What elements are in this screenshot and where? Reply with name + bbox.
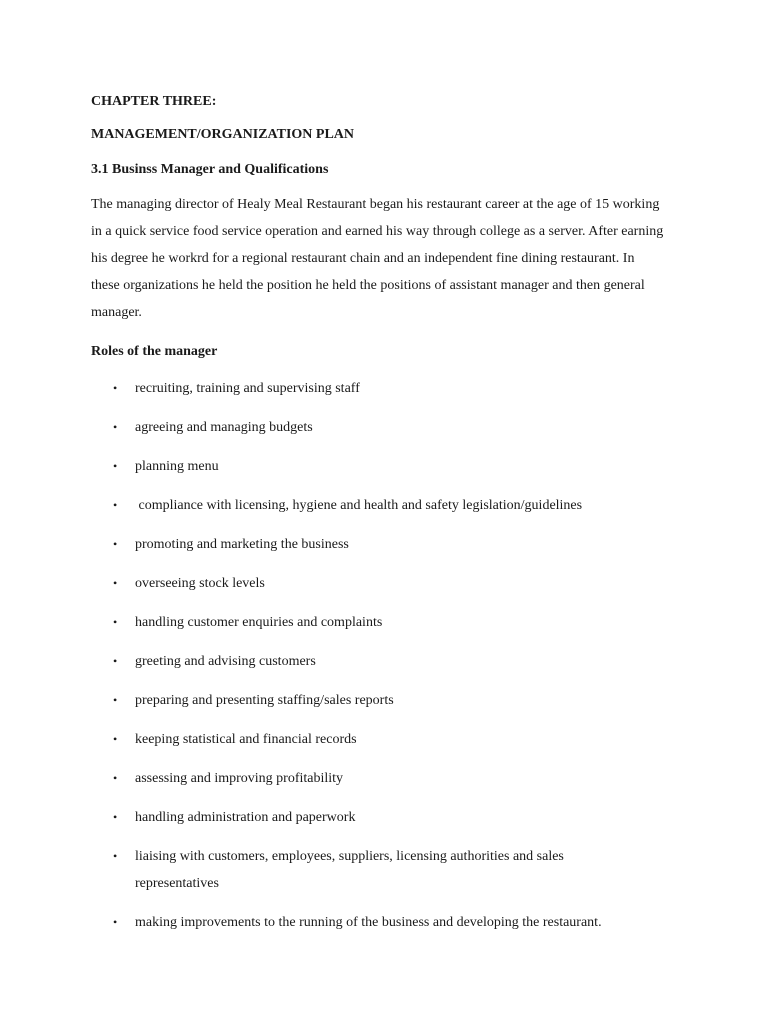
bullet-icon: • xyxy=(113,459,118,473)
bullet-icon: • xyxy=(113,849,118,863)
bullet-icon: • xyxy=(113,915,118,929)
list-item xyxy=(91,414,635,441)
list-item-text: recruiting, training and supervising staff xyxy=(135,381,360,396)
list-item xyxy=(91,570,635,597)
bullet-icon: • xyxy=(113,381,118,395)
qualifications-paragraph: The managing director of Healy Meal Restaurant began his restaurant career at the age of 15 working in a quick service food service operation and earned his way through college as a server. After earning his degree he workrd for a regional restaurant chain and an independent fine dining restaurant. In these organizations he held the position he held the positions of assistant manager and then general manager. xyxy=(91,197,664,320)
list-item-text: handling administration and paperwork xyxy=(135,810,356,825)
list-item-text: agreeing and managing budgets xyxy=(135,420,313,435)
list-item xyxy=(91,726,635,753)
chapter-title: CHAPTER THREE: xyxy=(91,94,217,109)
list-item-text: making improvements to the running of the business and developing the restaurant. xyxy=(135,915,602,930)
list-item-text: greeting and advising customers xyxy=(135,654,316,669)
bullet-icon: • xyxy=(113,615,118,629)
roles-heading: Roles of the manager xyxy=(91,344,218,359)
bullet-icon: • xyxy=(113,576,118,590)
document-page xyxy=(91,93,691,948)
bullet-icon: • xyxy=(113,810,118,824)
list-item-text: handling customer enquiries and complaints xyxy=(135,615,383,630)
list-item-text: liaising with customers, employees, suppliers, licensing authorities and sales representatives xyxy=(135,849,564,891)
bullet-icon: • xyxy=(113,498,118,512)
bullet-icon: • xyxy=(113,420,118,434)
list-item-text: assessing and improving profitability xyxy=(135,771,344,786)
list-item-text: overseeing stock levels xyxy=(135,576,265,591)
list-item xyxy=(91,804,635,831)
roles-list xyxy=(91,375,691,936)
list-item xyxy=(91,909,635,936)
list-item xyxy=(91,531,635,558)
bullet-icon: • xyxy=(113,771,118,785)
list-item-text: compliance with licensing, hygiene and health and safety legislation/guidelines xyxy=(135,498,583,513)
list-item xyxy=(91,492,635,519)
list-item xyxy=(91,648,635,675)
list-item xyxy=(91,843,635,897)
list-item xyxy=(91,375,635,402)
list-item xyxy=(91,609,635,636)
bullet-icon: • xyxy=(113,732,118,746)
list-item-text: preparing and presenting staffing/sales reports xyxy=(135,693,394,708)
bullet-icon: • xyxy=(113,693,118,707)
list-item xyxy=(91,687,635,714)
list-item-text: promoting and marketing the business xyxy=(135,537,349,552)
section-heading: 3.1 Businss Manager and Qualifications xyxy=(91,162,329,177)
list-item xyxy=(91,453,635,480)
list-item-text: keeping statistical and financial records xyxy=(135,732,357,747)
plan-title: MANAGEMENT/ORGANIZATION PLAN xyxy=(91,127,355,142)
list-item-text: planning menu xyxy=(135,459,219,474)
bullet-icon: • xyxy=(113,537,118,551)
bullet-icon: • xyxy=(113,654,118,668)
list-item xyxy=(91,765,635,792)
